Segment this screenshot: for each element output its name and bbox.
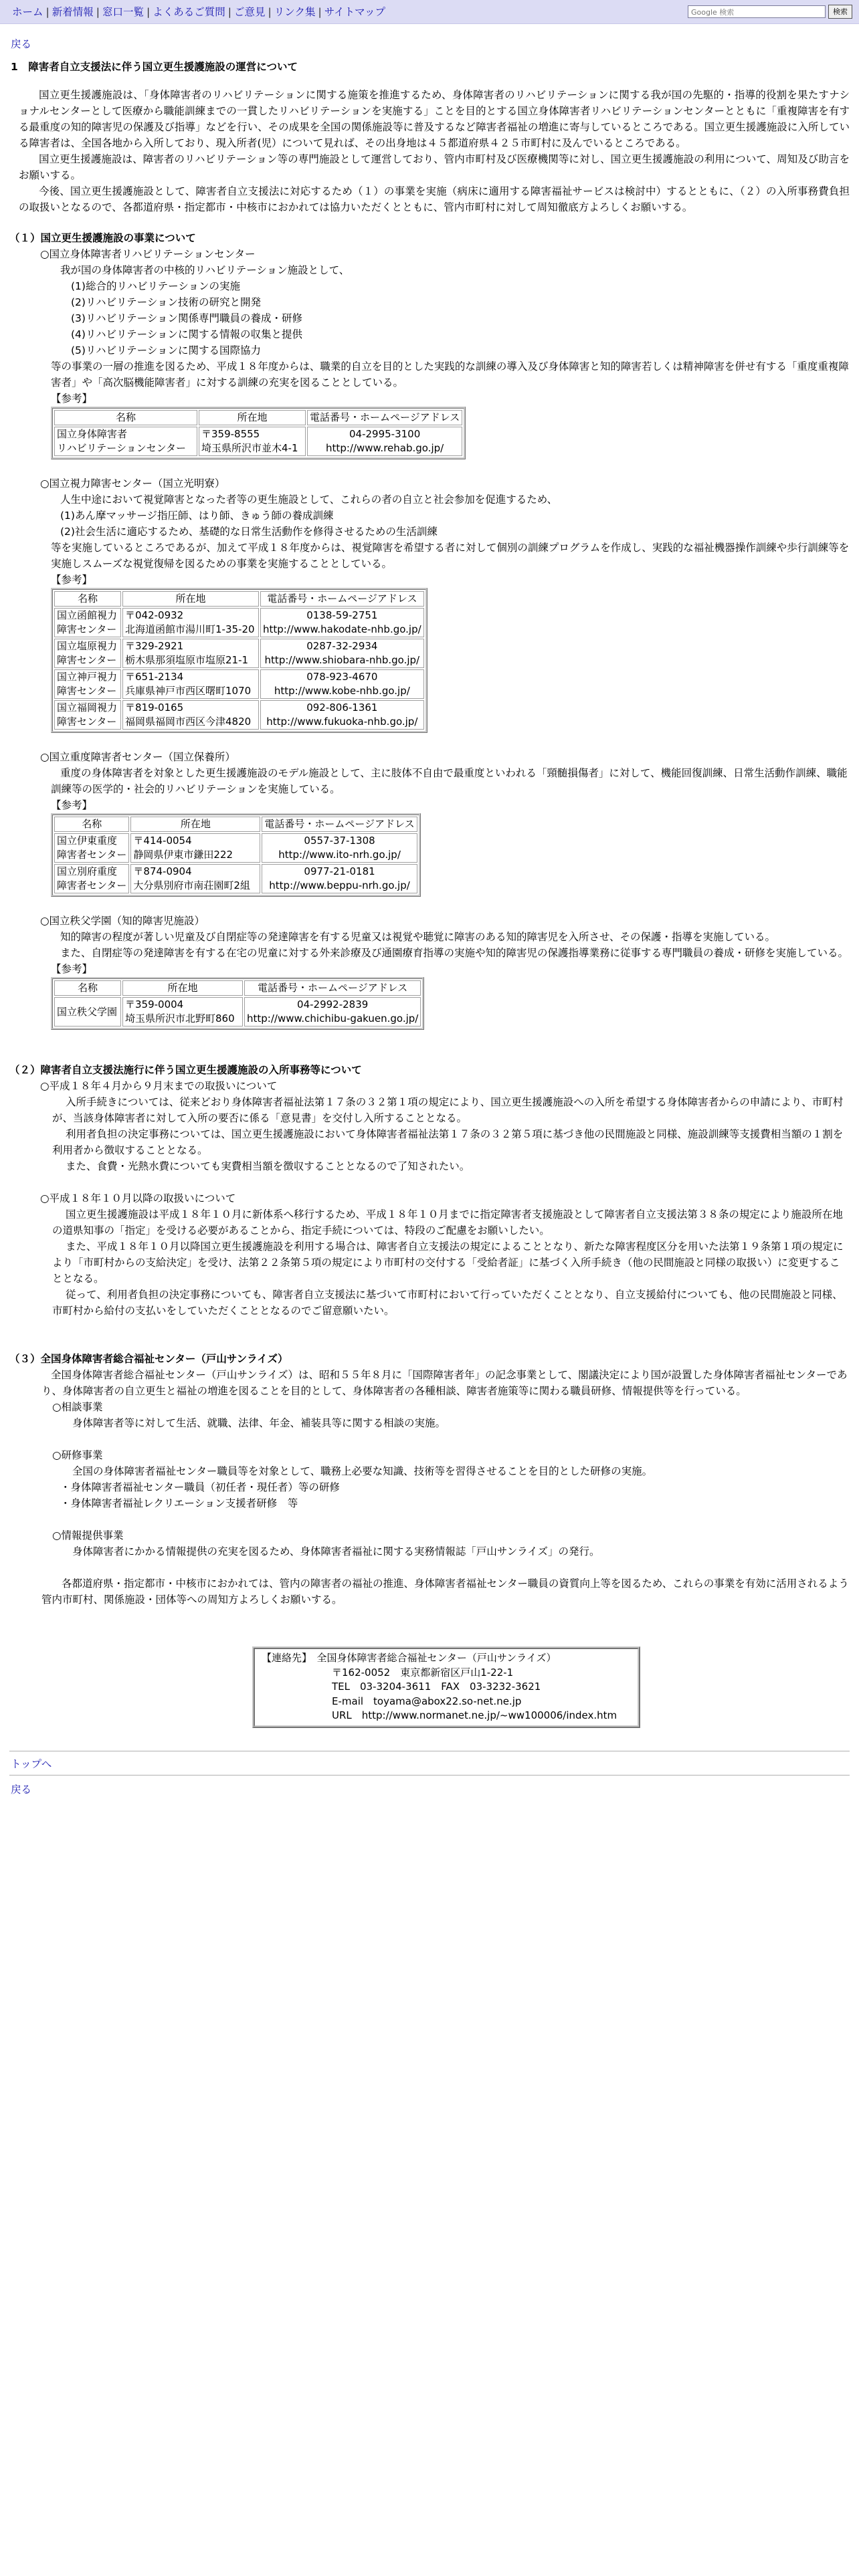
training-text: 全国の身体障害者福祉センター職員等を対象として、職務上必要な知識、技術等を習得させることを目的とした研修の実施。 <box>72 1465 653 1477</box>
address-text: 埼玉県所沢市並木4-1 <box>201 442 298 454</box>
reference-table-chichibu <box>51 977 424 1030</box>
sunrise-closing: 各都道府県・指定都市・中核市におかれては、管内の障害者の福祉の推進、身体障害者福祉センター職員の資質向上等を図るため、これらの事業を有効に活用されるよう管内市町村、関係施設・団体等への周知方よろしくお願いする。 <box>41 1578 849 1606</box>
facility-name-line: 国立函館視力 <box>57 609 118 621</box>
list-item: (1)総合的リハビリテーションの実施 <box>71 280 241 292</box>
table-row <box>54 700 424 730</box>
center-rehab-heading: ○国立身体障害者リハビリテーションセンター <box>40 248 256 260</box>
address-text: 栃木県那須塩原市塩原21-1 <box>125 654 249 666</box>
contact-line: 【連絡先】 全国身体障害者総合福祉センター（戸山サンライズ） <box>262 1652 557 1664</box>
homepage-link[interactable]: http://www.ito-nrh.go.jp/ <box>278 849 401 861</box>
homepage-link[interactable]: http://www.beppu-nrh.go.jp/ <box>269 879 410 891</box>
page-top-link[interactable]: トップへ <box>11 1758 52 1770</box>
table-row <box>54 427 462 456</box>
nav-news-link[interactable]: 新着情報 <box>52 5 94 18</box>
nav-separator: | <box>45 5 50 18</box>
address-text: 大分県別府市南荘園町2組 <box>133 879 250 891</box>
info-heading: ○情報提供事業 <box>52 1529 124 1541</box>
facility-contact-cell <box>262 864 417 893</box>
postal-code: 〒359-0004 <box>125 998 184 1010</box>
facility-address-cell <box>199 427 306 456</box>
phone-number: 0287-32-2934 <box>306 640 378 652</box>
facility-name-line: 国立福岡視力 <box>57 702 118 714</box>
contact-info-box <box>252 1646 640 1728</box>
phone-number: 0557-37-1308 <box>304 835 375 847</box>
search-button[interactable]: 検索 <box>828 5 852 19</box>
facility-name-line: 障害センター <box>57 716 117 728</box>
postal-code: 〒042-0932 <box>125 609 184 621</box>
facility-address-cell <box>122 669 259 699</box>
period-b-text: 従って、利用者負担の決定事務についても、障害者自立支援法に基づいて市町村において行っていただくこととなり、自立支援給付についても、他の民間施設と同様、市町村から給付の支払いをしていただくこととなるのでご留意願いたい。 <box>52 1289 843 1317</box>
facility-name-line: 障害センター <box>57 623 117 635</box>
facility-name-line: 障害センター <box>57 685 117 697</box>
table-row <box>54 608 424 637</box>
phone-number: 092-806-1361 <box>306 702 378 714</box>
nav-links-link[interactable]: リンク集 <box>274 5 316 18</box>
table-header-row <box>54 817 417 832</box>
center-rehab-intro: 我が国の身体障害者の中核的リハビリテーション施設として、 <box>60 264 350 276</box>
facility-address-cell <box>122 700 259 730</box>
list-item: (1)あん摩マッサージ指圧師、はり師、きゅう師の養成訓練 <box>60 510 334 522</box>
homepage-link[interactable]: http://www.kobe-nhb.go.jp/ <box>274 685 410 697</box>
facility-name-cell <box>54 639 121 668</box>
phone-number: 0138-59-2751 <box>306 609 378 621</box>
column-header-address: 所在地 <box>199 410 306 425</box>
search-input[interactable]: Google 検索 <box>688 5 826 18</box>
info-text: 身体障害者にかかる情報提供の充実を図るため、身体障害者福祉に関する実務情報誌「戸山サンライズ」の発行。 <box>72 1545 600 1558</box>
facility-contact-cell <box>262 833 417 863</box>
list-item: ・身体障害者福祉レクリエーション支援者研修 等 <box>60 1497 298 1509</box>
facility-name-line: 障害者センター <box>57 849 127 861</box>
contact-line: TEL 03-3204-3611 FAX 03-3232-3621 <box>262 1681 541 1693</box>
address-text: 埼玉県所沢市北野町860 <box>125 1012 235 1025</box>
address-text: 福岡県福岡市西区今津4820 <box>125 716 252 728</box>
table-row <box>54 833 417 863</box>
reference-table-rehab <box>51 407 466 459</box>
column-header-name: 名称 <box>54 591 121 607</box>
nav-separator: | <box>227 5 231 18</box>
back-link-top[interactable]: 戻る <box>11 38 32 50</box>
table-row <box>54 864 417 893</box>
divider <box>9 1775 850 1776</box>
sunrise-intro: 全国身体障害者総合福祉センター（戸山サンライズ）は、昭和５５年８月に「国際障害者年」の記念事業として、閣議決定により国が設置した身体障害者福祉センターであり、身体障害者の自立更生と福祉の増進を図ることを目的として、身体障害者の各種相談、障害者施策等に関わる職員研修、情報提供等を行っている。 <box>41 1369 848 1397</box>
period-b-text: 国立更生援護施設は平成１８年１０月に新体系へ移行するため、平成１８年１０月までに指定障害者支援施設として障害者自立支援法第３８条の規定により施設所在地の道県知事の「指定」を受ける必要があることから、指定手続については、特段のご配慮をお願いしたい。 <box>52 1208 843 1237</box>
facility-name-line: 国立身体障害者 <box>57 428 128 440</box>
address-text: 北海道函館市湯川町1-35-20 <box>125 623 255 635</box>
list-item: (2)社会生活に適応するため、基礎的な日常生活動作を修得させるための生活訓練 <box>60 526 438 538</box>
facility-contact-cell <box>260 700 424 730</box>
facility-contact-cell <box>307 427 462 456</box>
facility-contact-cell <box>260 669 424 699</box>
postal-code: 〒414-0054 <box>133 835 192 847</box>
main-content <box>9 59 850 1608</box>
list-item: (2)リハビリテーション技術の研究と開発 <box>71 296 262 308</box>
facility-name-line: リハビリテーションセンター <box>57 442 187 454</box>
phone-number: 078-923-4670 <box>306 671 378 683</box>
center-severe-text: 重度の身体障害者を対象とした更生援護施設のモデル施設として、主に肢体不自由で最重度といわれる「頸髄損傷者」に対して、機能回復訓練、日常生活動作訓練、職能訓練等の医学的・社会的リハビリテーションを実施している。 <box>51 767 848 795</box>
back-link-bottom[interactable]: 戻る <box>11 1784 32 1796</box>
center-vision-text: 等を実施しているところであるが、加えて平成１８年度からは、視覚障害を希望する者に対して個別の訓練プログラムを作成し、実践的な福祉機器操作訓練や歩行訓練等を実施しスムーズな視覚復帰を図るための事業を実施することとしている。 <box>51 542 850 570</box>
homepage-link[interactable]: http://www.fukuoka-nhb.go.jp/ <box>266 716 418 728</box>
facility-name-line: 国立神戸視力 <box>57 671 118 683</box>
center-chichibu-text: また、自閉症等の発達障害を有する在宅の児童に対する外来診療及び通園療育指導の実施や知的障害児の保護指導業務に従事する専門職員の養成・研修を実施している。 <box>60 947 849 959</box>
nav-faq-link[interactable]: よくあるご質問 <box>153 5 225 18</box>
facility-address-cell <box>122 608 259 637</box>
column-header-contact: 電話番号・ホームページアドレス <box>262 817 417 832</box>
section-1-paragraph: 国立更生援護施設は、障害者のリハビリテーション等の専門施設として運営しており、管内市町村及び医療機関等に対し、国立更生援護施設の利用について、周知及び助言をお願いする。 <box>19 153 850 181</box>
facility-contact-cell <box>260 639 424 668</box>
list-item: (5)リハビリテーションに関する国際協力 <box>71 344 262 356</box>
column-header-address: 所在地 <box>130 817 260 832</box>
phone-number: 0977-21-0181 <box>304 865 375 877</box>
postal-code: 〒651-2134 <box>125 671 184 683</box>
facility-name-line: 国立別府重度 <box>57 865 118 877</box>
period-b-heading: ○平成１８年１０月以降の取扱いについて <box>40 1192 236 1204</box>
list-item: ・身体障害者福祉センター職員（初任者・現任者）等の研修 <box>60 1481 340 1493</box>
facility-name-cell <box>54 997 121 1027</box>
contact-line: URL http://www.normanet.ne.jp/~ww100006/index.htm <box>262 1709 617 1721</box>
nav-links <box>9 4 388 20</box>
period-b-text: また、平成１８年１０月以降国立更生援護施設を利用する場合は、障害者自立支援法の規定によることとなり、新たな障害程度区分を用いた法第１９条第１項の規定により「市町村からの支給決定」を受け、法第２２条第５項の規定により市町村の交付する「受給者証」に基づく入所手続き（他の民間施設と同様の取扱い）に変更することとなる。 <box>52 1241 844 1285</box>
period-a-text: また、食費・光熱水費についても実費相当額を徴収することとなるので了知されたい。 <box>66 1160 470 1172</box>
section-1-title: 1 障害者自立支援法に伴う国立更生援護施設の運営について <box>11 61 298 73</box>
column-header-address: 所在地 <box>122 591 259 607</box>
training-heading: ○研修事業 <box>52 1449 103 1461</box>
subsection-2-title: （２）障害者自立支援法施行に伴う国立更生援護施設の入所事務等について <box>9 1064 362 1076</box>
facility-name-cell <box>54 700 121 730</box>
facility-address-cell <box>130 833 260 863</box>
center-chichibu-text: 知的障害の程度が著しい児童及び自閉症等の発達障害を有する児童又は視覚や聴覚に障害のある知的障害児を入所させ、その保護・指導を実施している。 <box>60 931 776 943</box>
reference-label: 【参考】 <box>51 963 93 975</box>
postal-code: 〒359-8555 <box>201 428 260 440</box>
column-header-contact: 電話番号・ホームページアドレス <box>307 410 462 425</box>
facility-name-cell <box>54 864 129 893</box>
facility-name-line: 国立秩父学園 <box>57 1005 118 1018</box>
facility-address-cell <box>122 639 259 668</box>
subsection-1-title: （１）国立更生援護施設の事業について <box>9 232 196 244</box>
nav-contacts-link[interactable]: 窓口一覧 <box>102 5 145 18</box>
nav-separator: | <box>96 5 100 18</box>
phone-number: 04-2995-3100 <box>349 428 421 440</box>
center-vision-heading: ○国立視力障害センター（国立光明寮） <box>40 477 225 490</box>
section-1-paragraph: 国立更生援護施設は、「身体障害者のリハビリテーションに関する施策を推進するため、身体障害者のリハビリテーションに関する我が国の先駆的・指導的役割を果たすナショナルセンターとして医療から職能訓練までの一貫したリハビリテーションを実施する」ことを目的とする国立身体障害者リハビリテーションセンターとともに「重複障害を有する最重度の知的障害児の保護及び指導」などを行い、その成果を全国の関係施設等に普及するなど障害者福祉の増進に寄与しているところである。国立更生援護施設に入所している障害者は、全国各地から入所しており、現入所者(児）について見れば、その出身地は４５都道府県４２５市町村に及んでいるところである。 <box>19 89 850 149</box>
column-header-name: 名称 <box>54 410 197 425</box>
homepage-link[interactable]: http://www.shiobara-nhb.go.jp/ <box>264 654 420 666</box>
facility-address-cell <box>130 864 260 893</box>
column-header-contact: 電話番号・ホームページアドレス <box>244 980 421 996</box>
subsection-3-title: （３）全国身体障害者総合福祉センター（戸山サンライズ） <box>9 1353 288 1365</box>
facility-name-line: 国立塩原視力 <box>57 640 118 652</box>
nav-sitemap-link[interactable]: サイトマップ <box>324 5 385 18</box>
section-1-paragraph: 今後、国立更生援護施設として、障害者自立支援法に対応するため（１）の事業を実施（病床に適用する障害福祉サービスは検討中）するとともに、（２）の入所事務費負担の取扱いとなるので、各都道府県・指定都市・中核市におかれては協力いただくとともに、管内市町村に対して周知徹底方よろしくお願いする。 <box>19 185 850 213</box>
nav-feedback-link[interactable]: ご意見 <box>234 5 266 18</box>
facility-name-cell <box>54 833 129 863</box>
nav-separator: | <box>268 5 272 18</box>
facility-name-cell <box>54 608 121 637</box>
column-header-contact: 電話番号・ホームページアドレス <box>260 591 424 607</box>
nav-home-link[interactable]: ホーム <box>12 5 43 18</box>
homepage-link[interactable]: http://www.hakodate-nhb.go.jp/ <box>263 623 421 635</box>
address-text: 兵庫県神戸市西区曙町1070 <box>125 685 252 697</box>
top-navigation-bar <box>0 0 859 24</box>
table-row <box>54 639 424 668</box>
table-header-row <box>54 410 462 425</box>
facility-name-line: 障害者センター <box>57 879 127 891</box>
table-header-row <box>54 980 421 996</box>
reference-table-severe <box>51 813 421 897</box>
facility-name-cell <box>54 669 121 699</box>
list-item: (4)リハビリテーションに関する情報の収集と提供 <box>71 328 303 340</box>
postal-code: 〒874-0904 <box>133 865 192 877</box>
postal-code: 〒329-2921 <box>125 640 184 652</box>
consult-heading: ○相談事業 <box>52 1401 103 1413</box>
homepage-link[interactable]: http://www.rehab.go.jp/ <box>326 442 444 454</box>
search-box <box>688 5 852 19</box>
contact-line: 〒162-0052 東京都新宿区戸山1-22-1 <box>262 1666 514 1679</box>
reference-label: 【参考】 <box>51 393 93 405</box>
reference-label: 【参考】 <box>51 574 93 586</box>
column-header-address: 所在地 <box>122 980 243 996</box>
contact-line: E-mail toyama@abox22.so-net.ne.jp <box>262 1695 522 1707</box>
phone-number: 04-2992-2839 <box>297 998 369 1010</box>
facility-contact-cell <box>244 997 421 1027</box>
facility-name-cell <box>54 427 197 456</box>
facility-name-line: 障害センター <box>57 654 117 666</box>
column-header-name: 名称 <box>54 817 129 832</box>
consult-text: 身体障害者等に対して生活、就職、法律、年金、補装具等に関する相談の実施。 <box>72 1417 446 1429</box>
facility-name-line: 国立伊東重度 <box>57 835 118 847</box>
center-severe-heading: ○国立重度障害者センター（国立保養所） <box>40 751 235 763</box>
postal-code: 〒819-0165 <box>125 702 184 714</box>
period-a-heading: ○平成１８年４月から９月末までの取扱いについて <box>40 1080 278 1092</box>
column-header-name: 名称 <box>54 980 121 996</box>
reference-table-vision <box>51 588 427 733</box>
period-a-text: 入所手続きについては、従来どおり身体障害者福祉法第１７条の３２第１項の規定により、国立更生援護施設への入所を希望する身体障害者からの申請により、市町村が、当該身体障害者に対して入所の要否に係る「意見書」を交付し入所することとなる。 <box>52 1096 844 1124</box>
nav-separator: | <box>318 5 322 18</box>
center-chichibu-heading: ○国立秩父学園（知的障害児施設） <box>40 915 205 927</box>
homepage-link[interactable]: http://www.chichibu-gakuen.go.jp/ <box>247 1012 419 1025</box>
address-text: 静岡県伊東市鎌田222 <box>133 849 233 861</box>
period-a-text: 利用者負担の決定事務については、国立更生援護施設において身体障害者福祉法第１７条の３２第５項に基づき他の民間施設と同様、施設訓練等支援費相当額の１割を利用者から徴収することとなる。 <box>52 1128 844 1156</box>
table-row <box>54 669 424 699</box>
facility-address-cell <box>122 997 243 1027</box>
table-row <box>54 997 421 1027</box>
center-vision-intro: 人生中途において視覚障害となった者等の更生施設として、これらの者の自立と社会参加を促進するため、 <box>60 494 558 506</box>
table-header-row <box>54 591 424 607</box>
nav-separator: | <box>147 5 151 18</box>
reference-label: 【参考】 <box>51 799 93 811</box>
facility-contact-cell <box>260 608 424 637</box>
list-item: (3)リハビリテーション関係専門職員の養成・研修 <box>71 312 303 324</box>
center-rehab-text: 等の事業の一層の推進を図るため、平成１８年度からは、職業的自立を目的とした実践的な訓練の導入及び身体障害と知的障害若しくは精神障害を併せ有する「重度重複障害者」や「高次脳機能障害者」に対する訓練の充実を図ることとしている。 <box>51 360 849 389</box>
